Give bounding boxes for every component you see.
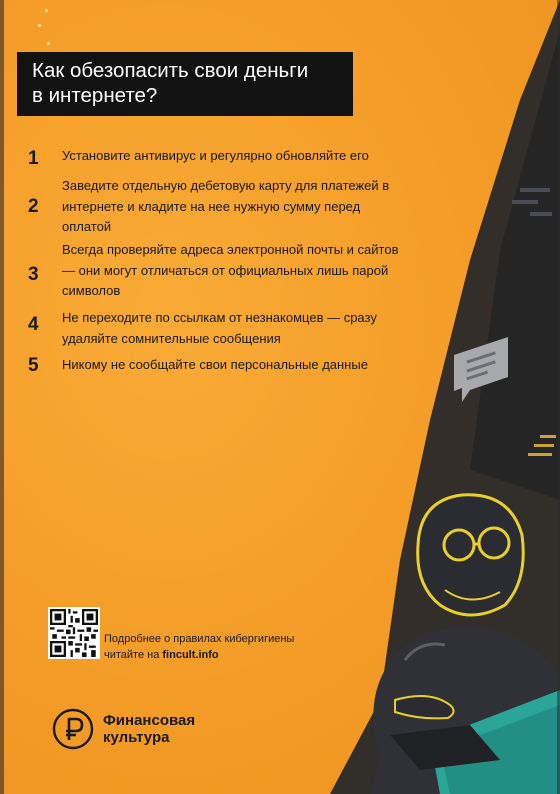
step-number: 1 bbox=[28, 148, 39, 169]
step-text: Всегда проверяйте адреса электронной почты и сайтов — они могут отличаться от официальных лишь парой символов bbox=[62, 242, 399, 298]
qr-code-icon bbox=[50, 609, 98, 657]
step-text: Установите антивирус и регулярно обновляйте его bbox=[62, 148, 369, 163]
step-text: Никому не сообщайте свои персональные данные bbox=[62, 357, 368, 372]
step-number: 2 bbox=[28, 196, 39, 217]
page-title bbox=[17, 52, 353, 116]
decorative-dot bbox=[45, 9, 48, 12]
qr-caption-link[interactable]: fincult.info bbox=[162, 649, 219, 661]
step-text: Заведите отдельную дебетовую карту для платежей в интернете и кладите на нее нужную сумму перед оплатой bbox=[62, 178, 390, 234]
decorative-dot bbox=[38, 24, 41, 27]
step-text: Не переходите по ссылкам от незнакомцев — сразу удаляйте сомнительные сообщения bbox=[62, 310, 377, 346]
ruble-logo-icon bbox=[51, 707, 95, 751]
qr-caption-prefix: читайте на bbox=[104, 649, 163, 661]
page-edge-left bbox=[0, 0, 4, 794]
logo-line2: культура bbox=[103, 729, 170, 746]
step-number: 4 bbox=[28, 314, 39, 335]
logo-line1: Финансовая bbox=[103, 712, 196, 729]
title-line-2: в интернете? bbox=[32, 84, 158, 107]
title-line-1: Как обезопасить свои деньги bbox=[32, 59, 309, 82]
brand-logo-text bbox=[103, 712, 223, 746]
step-number: 3 bbox=[28, 264, 39, 285]
step-number: 5 bbox=[28, 355, 39, 376]
qr-code[interactable] bbox=[48, 607, 100, 659]
qr-caption bbox=[104, 631, 334, 663]
decorative-dot bbox=[47, 42, 50, 45]
qr-caption-line1: Подробнее о правилах кибергигиены bbox=[104, 633, 295, 645]
